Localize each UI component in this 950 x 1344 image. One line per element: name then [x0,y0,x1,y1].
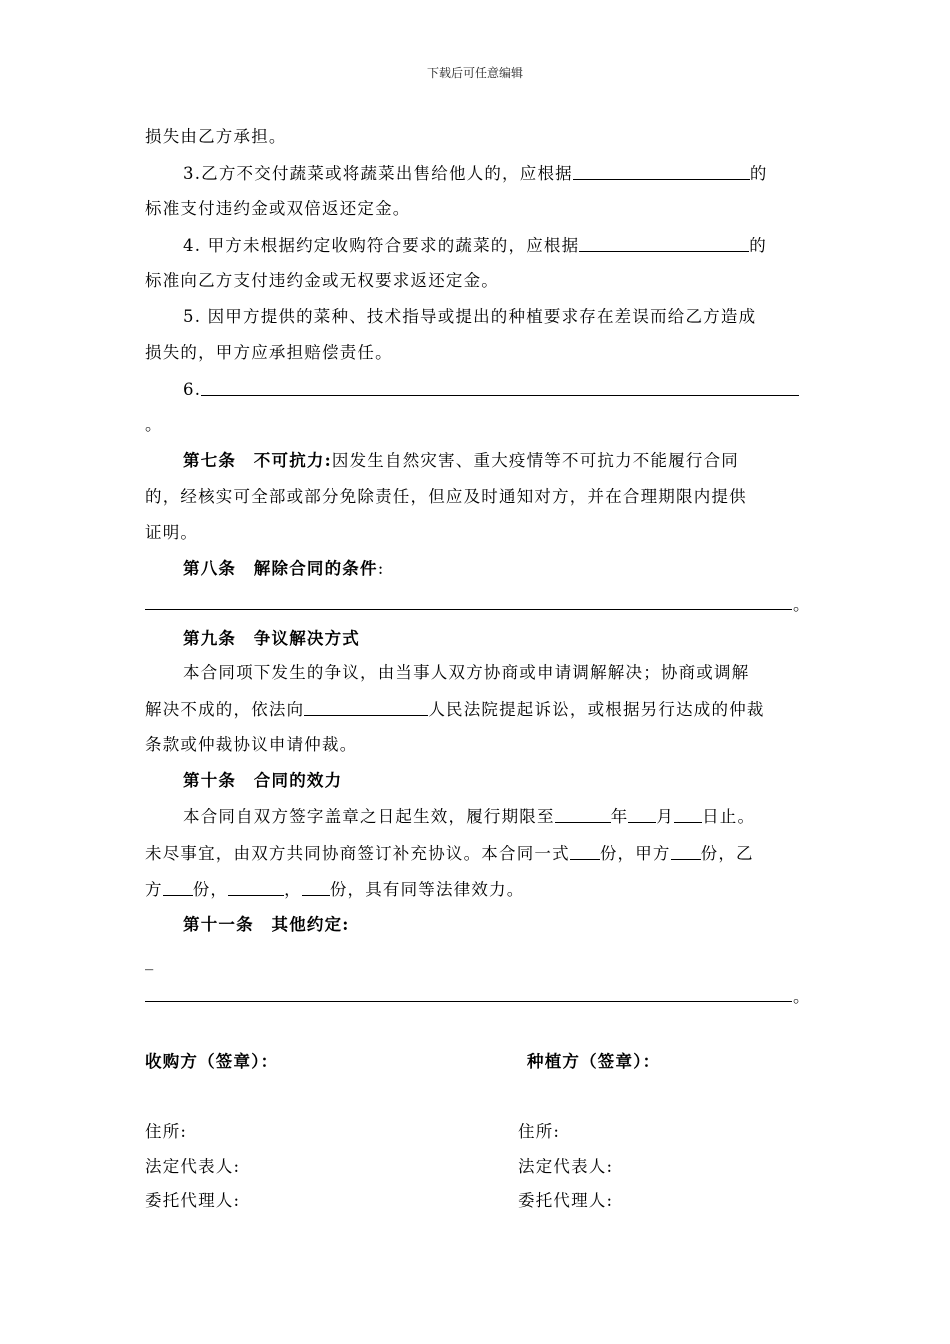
text: 份，具有同等法律效力。 [329,880,525,899]
text: 的 [749,236,767,255]
text: 6. [183,380,202,399]
clause-6-line [183,378,805,401]
text-line: 证明。 [145,523,199,542]
blank-line[interactable] [145,1001,792,1002]
court-blank[interactable] [304,698,428,716]
text: 月 [656,807,675,826]
period: 。 [793,595,811,614]
article-11-title: 第十一条 其他约定: [183,915,350,934]
blank-field[interactable] [201,378,799,396]
party-a-copies-blank[interactable] [671,842,701,860]
article-8-title-line [183,558,805,580]
article-8-title: 第八条 解除合同的条件 [183,559,378,578]
article-9-title: 第九条 争议解决方式 [183,629,360,648]
text-line: 条款或仲裁协议申请仲裁。 [145,735,358,754]
article-7-line-1 [183,450,805,472]
clause-3-line-1 [183,162,805,185]
text-line: 本合同项下发生的争议，由当事人双方协商或申请调解解决；协商或调解 [183,663,750,682]
text-line: 损失的，甲方应承担赔偿责任。 [145,343,393,362]
text: 份，乙 [700,844,754,863]
text-line: 标准支付违约金或双倍返还定金。 [145,199,411,218]
period: 。 [793,987,811,1006]
buyer-signature-label: 收购方（签章）： [145,1052,279,1071]
text: 年 [610,807,629,826]
other-party-blank[interactable] [228,878,284,896]
blank-field[interactable] [573,162,750,180]
day-blank[interactable] [674,805,702,823]
article-10-line-1 [183,805,805,828]
text-line: _ [145,951,155,970]
grower-address-label: 住所: [518,1122,561,1141]
other-copies-blank[interactable] [302,878,330,896]
text: 方 [145,880,163,899]
grower-legal-rep-label: 法定代表人: [518,1157,614,1176]
text: 3.乙方不交付蔬菜或将蔬菜出售给他人的，应根据 [183,164,573,183]
text: : [377,559,385,578]
text: 本合同自双方签字盖章之日起生效，履行期限至 [183,807,555,826]
buyer-address-label: 住所: [145,1122,188,1141]
text: 份， [192,880,229,899]
blank-line[interactable] [145,609,792,610]
buyer-legal-rep-label: 法定代表人: [145,1157,241,1176]
text-line: 标准向乙方支付违约金或无权要求返还定金。 [145,271,499,290]
copies-blank[interactable] [570,842,600,860]
text: 日止。 [702,807,756,826]
article-10-line-2 [145,842,805,865]
text-line: 。 [145,415,163,434]
year-blank[interactable] [555,805,611,823]
text: 人民法院提起诉讼，或根据另行达成的仲裁 [428,700,765,719]
text-line: 的，经核实可全部或部分免除责任，但应及时通知对方，并在合理期限内提供 [145,487,747,506]
month-blank[interactable] [628,805,656,823]
text: ， [284,880,302,899]
buyer-agent-label: 委托代理人: [145,1191,241,1210]
text: 未尽事宜，由双方共同协商签订补充协议。本合同一式 [145,844,570,863]
article-9-line-2 [145,698,805,721]
blank-field[interactable] [579,234,749,252]
grower-agent-label: 委托代理人: [518,1191,614,1210]
page-header-note: 下载后可任意编辑 [426,66,523,80]
article-7-title: 第七条 不可抗力: [183,451,332,470]
grower-signature-label: 种植方（签章）： [527,1052,661,1071]
article-10-title: 第十条 合同的效力 [183,771,343,790]
clause-4-line-1 [183,234,805,257]
text: 份，甲方 [599,844,671,863]
text-line: 5. 因甲方提供的菜种、技术指导或提出的种植要求存在差误而给乙方造成 [183,307,757,326]
text: 4. 甲方未根据约定收购符合要求的蔬菜的，应根据 [183,236,580,255]
text: 的 [749,164,768,183]
text: 因发生自然灾害、重大疫情等不可抗力不能履行合同 [331,451,740,470]
article-10-line-3 [145,878,805,901]
party-b-copies-blank[interactable] [163,878,193,896]
text-line: 损失由乙方承担。 [145,127,287,146]
text: 解决不成的，依法向 [145,700,305,719]
